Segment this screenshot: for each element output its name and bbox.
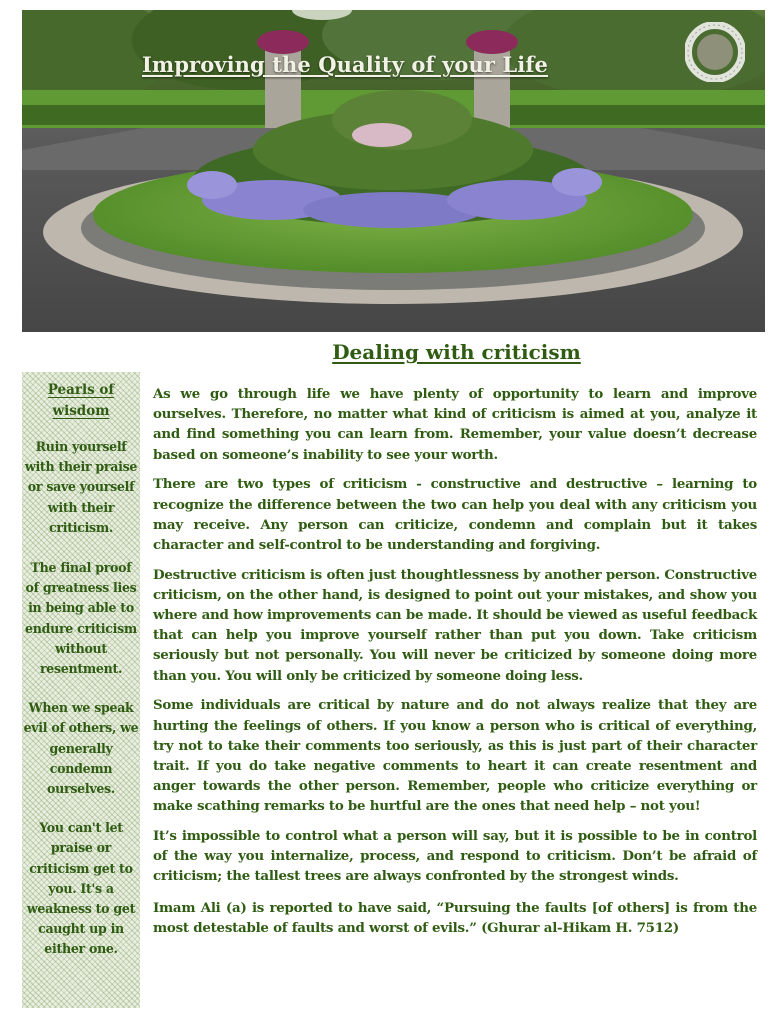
sidebar-quote: You can't let praise or criticism get to you. It's a weakness to get caught up in either one.: [26, 820, 136, 957]
article-paragraph: It’s impossible to control what a person will say, but it is possible to be in control of the way you internalize, process, and respond to criticism. Don’t be afraid of criticism; the tallest trees are always confronted by the strongest winds.: [153, 828, 757, 885]
sidebar-quote: The final proof of greatness lies in being able to endure criticism without resentment.: [25, 560, 137, 677]
article-paragraph: Destructive criticism is often just thoughtlessness by another person. Constructive criticism, on the other hand, is designed to point out your mistakes, and show you where and how improvements can be made. It should be viewed as useful feedback that can help you improve yourself rather than put you down. Take criticism seriously but not personally. You will never be criticized by someone doing more than you. You will only be criticized by someone doing less.: [153, 566, 757, 684]
article-paragraph: There are two types of criticism - constructive and destructive – learning to recognize the difference between the two can help you deal with any criticism you may receive. Any person can criticize, condemn and complain but it takes character and self-control to be understanding and forgiving.: [153, 476, 757, 553]
article-body: [153, 384, 757, 948]
article-paragraph: As we go through life we have plenty of opportunity to learn and improve ourselves. Therefore, no matter what kind of criticism is aimed at you, analyze it and find something you can learn from. Remember, your value doesn’t decrease based on someone’s inability to see your worth.: [153, 386, 757, 463]
article-paragraph: Some individuals are critical by nature and do not always realize that they are hurting the feelings of others. If you know a person who is critical of everything, try not to take their comments too seriously, as this is just part of their character trait. If you do take negative comments to heart it can create resentment and anger towards the other person. Remember, people who criticize everything or make scathing remarks to be hurtful are the ones that need help – not you!: [153, 697, 757, 815]
banner-title: Improving the Quality of your Life: [142, 52, 548, 77]
sidebar-quote: When we speak evil of others, we generally condemn ourselves.: [23, 700, 139, 797]
sidebar-quote: Ruin yourself with their praise or save yourself with their criticism.: [24, 439, 138, 535]
enlightening-solutions-logo-icon: [685, 22, 745, 82]
article-heading-wrap: [0, 340, 773, 364]
sidebar-title: Pearls of wisdom: [47, 382, 115, 419]
pearls-of-wisdom-sidebar: [22, 372, 140, 1008]
header-banner-image: [22, 10, 765, 332]
article-quote-paragraph: Imam Ali (a) is reported to have said, “Pursuing the faults [of others] is from the most detestable of faults and worst of evils.” (Ghurar al-Hikam H. 7512): [153, 899, 757, 936]
article-heading: Dealing with criticism: [332, 340, 581, 364]
